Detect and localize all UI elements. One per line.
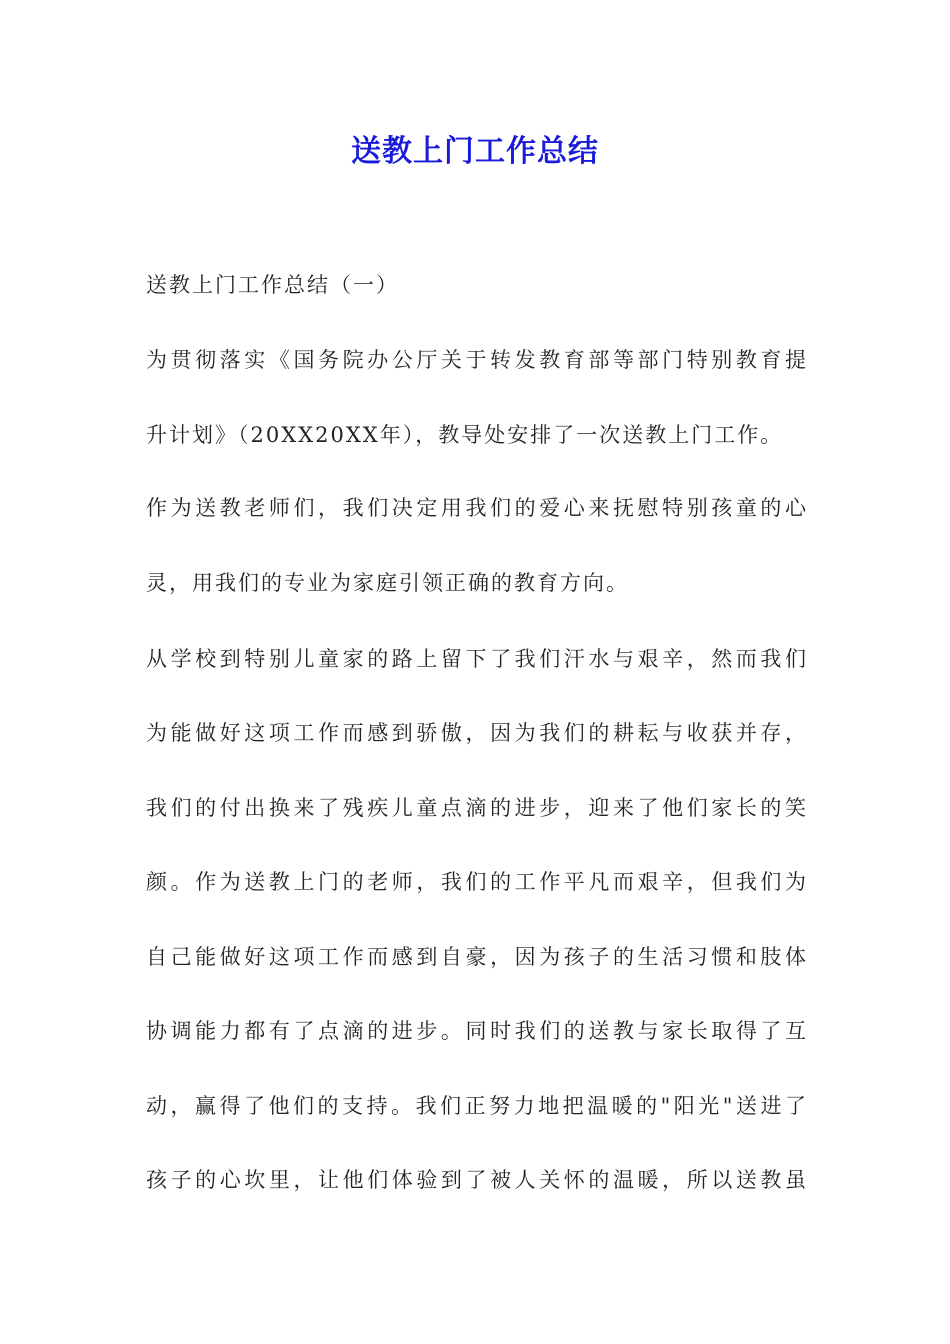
body-line: 孩子的心坎里，让他们体验到了被人关怀的温暖，所以送教虽 (146, 1168, 806, 1192)
body-line: 颜。作为送教上门的老师，我们的工作平凡而艰辛，但我们为 (146, 870, 806, 894)
body-line: 协调能力都有了点滴的进步。同时我们的送教与家长取得了互 (146, 1019, 806, 1043)
body-line: 我们的付出换来了残疾儿童点滴的进步，迎来了他们家长的笑 (146, 796, 806, 820)
body-line: 动，赢得了他们的支持。我们正努力地把温暖的"阳光"送进了 (146, 1094, 806, 1118)
body-line: 从学校到特别儿童家的路上留下了我们汗水与艰辛，然而我们 (146, 647, 806, 671)
body-line: 升计划》（20XX20XX年），教导处安排了一次送教上门工作。 (146, 423, 784, 447)
document-title: 送教上门工作总结 (351, 134, 599, 169)
body-line: 为贯彻落实《国务院办公厅关于转发教育部等部门特别教育提 (146, 348, 806, 372)
body-line: 自己能做好这项工作而感到自豪，因为孩子的生活习惯和肢体 (146, 945, 806, 969)
body-line: 为能做好这项工作而感到骄傲，因为我们的耕耘与收获并存， (146, 721, 806, 745)
body-line: 灵，用我们的专业为家庭引领正确的教育方向。 (146, 571, 629, 595)
section-heading: 送教上门工作总结（一） (146, 273, 399, 297)
body-line: 作为送教老师们，我们决定用我们的爱心来抚慰特别孩童的心 (146, 496, 806, 520)
